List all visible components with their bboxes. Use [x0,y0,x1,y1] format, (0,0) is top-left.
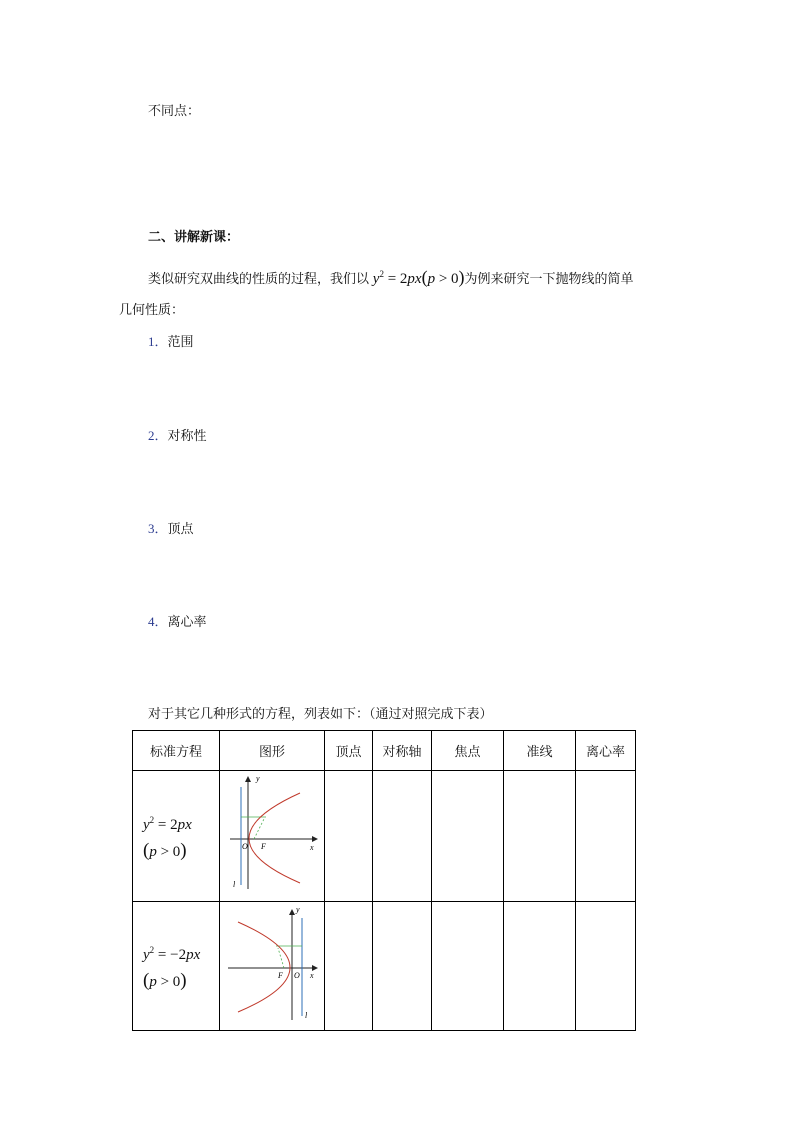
parabola-curve [249,793,300,883]
differences-label: 不同点： [148,104,201,119]
parabola-left-graph [220,902,324,1026]
y-axis-arrow-icon [245,776,251,782]
directrix-label: l [233,880,236,889]
origin-label: O [242,842,248,851]
header-cell: 顶点 [325,731,373,771]
vertex-cell[interactable] [325,771,373,902]
directrix-cell[interactable] [504,771,576,902]
eccentricity-cell[interactable] [576,771,636,902]
property-label: 顶点 [167,522,194,537]
graph-cell [220,902,325,1031]
property-number: 2． [148,428,168,443]
parabola-properties-table [132,730,636,1031]
intro-equation: $y^2 = 2px(p > 0)$ [369,267,465,287]
table-row [133,771,636,902]
focus-cell[interactable] [432,771,504,902]
intro-text-before: 类似研究双曲线的性质的过程，我们以 [148,272,370,287]
x-axis-arrow-icon [312,836,318,842]
property-label: 范围 [167,335,194,350]
property-number: 3． [148,521,168,536]
directrix-cell[interactable] [504,902,576,1031]
table-row [133,902,636,1031]
property-label: 离心率 [167,615,207,630]
intro-line-1 [148,266,634,288]
standard-equation: $y^2 = -2px$ [143,945,201,963]
equation-cell [133,771,220,902]
property-number: 4． [148,614,168,629]
intro-text-after: 为例来研究一下抛物线的简单 [464,272,634,287]
header-cell: 准线 [504,731,576,771]
vertex-cell[interactable] [325,902,373,1031]
header-cell: 对称轴 [373,731,432,771]
focus-cell[interactable] [432,902,504,1031]
y-axis-arrow-icon [289,909,295,915]
property-range [148,334,194,351]
property-label: 对称性 [167,429,207,444]
y-axis-label: y [256,774,260,783]
equation-condition: (p > 0) [143,840,187,861]
graph-cell [220,771,325,902]
table-intro: 对于其它几种形式的方程，列表如下：（通过对照完成下表） [148,707,493,722]
section-title: 二、讲解新课： [148,230,240,245]
header-cell: 标准方程 [133,731,220,771]
parabola-right-graph [220,771,324,897]
header-cell: 图形 [220,731,325,771]
equation-condition: (p > 0) [143,970,187,991]
header-cell: 焦点 [432,731,504,771]
focus-label: F [261,842,266,851]
property-symmetry [148,428,207,445]
axis-cell[interactable] [373,902,432,1031]
intro-line-2: 几何性质： [119,303,185,318]
table-header-row [133,731,636,771]
equation-cell [133,902,220,1031]
axis-cell[interactable] [373,771,432,902]
standard-equation: $y^2 = 2px$ [143,815,192,833]
parabola-curve [238,922,290,1012]
x-axis-label: x [310,843,314,852]
header-cell: 离心率 [576,731,636,771]
property-vertex [148,521,194,538]
origin-label: O [294,971,300,980]
property-number: 1． [148,334,168,349]
property-eccentricity [148,614,207,631]
y-axis-label: y [296,905,300,914]
eccentricity-cell[interactable] [576,902,636,1031]
x-axis-label: x [310,971,314,980]
focus-label: F [278,971,283,980]
directrix-label: l [305,1011,308,1020]
